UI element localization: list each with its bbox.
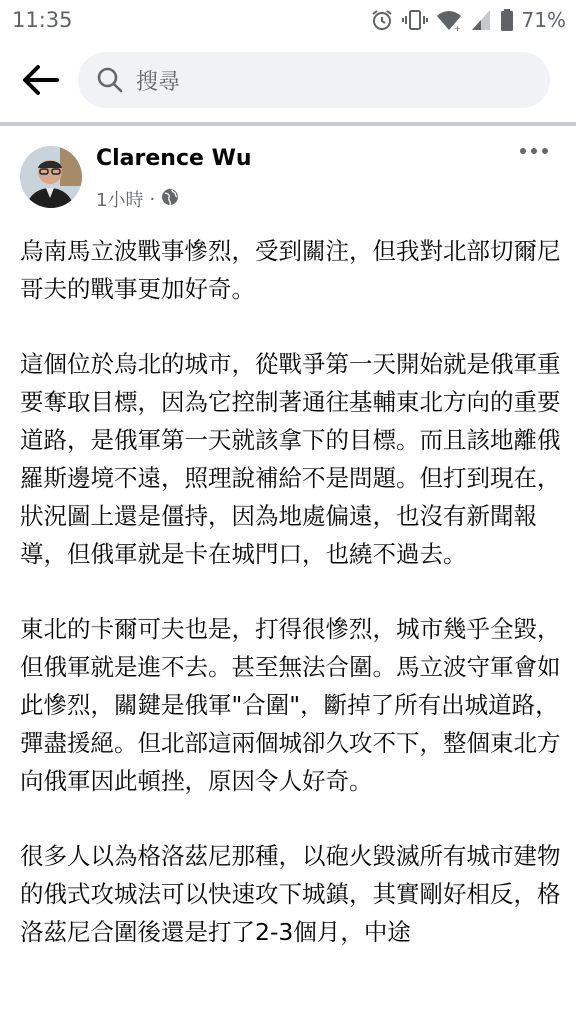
dot-icon (520, 148, 526, 154)
wifi-icon (436, 8, 462, 32)
author-name[interactable]: Clarence Wu (96, 146, 252, 171)
battery-icon (500, 8, 514, 32)
svg-text:+: + (453, 24, 461, 32)
dot-icon (531, 148, 537, 154)
battery-percent: 71% (521, 8, 566, 32)
search-icon (96, 66, 124, 94)
search-placeholder: 搜尋 (136, 69, 181, 95)
author-photo (20, 146, 82, 208)
post-paragraph: 這個位於烏北的城市，從戰爭第一天開始就是俄軍重要奪取目標，因為它控制著通往基輔東北方向的重要道路，是俄軍第一天就該拿下的目標。而且該地離俄羅斯邊境不遠，照理說補給不是問題。但打到現在，狀況圖上還是僵持，因為地處偏遠，也沒有新聞報導，但俄軍就是卡在城門口，也繞不過去。 (20, 350, 561, 568)
post-header (0, 126, 576, 226)
dot-icon (542, 148, 548, 154)
vibrate-icon (402, 8, 428, 32)
back-button[interactable] (18, 58, 62, 102)
top-bar (0, 40, 576, 124)
avatar[interactable] (20, 146, 82, 208)
post-paragraph: 烏南馬立波戰事慘烈，受到關注，但我對北部切爾尼哥夫的戰事更加好奇。 (20, 237, 561, 303)
post-time[interactable]: 1小時 (96, 190, 144, 211)
status-bar (0, 0, 576, 40)
status-time: 11:35 (12, 8, 73, 32)
post-paragraph: 東北的卡爾可夫也是，打得很慘烈，城市幾乎全毀，但俄軍就是進不去。甚至無法合圍。馬立波守軍會如此慘烈，關鍵是俄軍"合圍"，斷掉了所有出城道路，彈盡援絕。但北部這兩個城卻久攻不下，整個東北方向俄軍因此頓挫，原因令人好奇。 (20, 615, 561, 795)
globe-icon (161, 188, 179, 211)
meta-separator: · (149, 188, 156, 210)
search-input[interactable] (78, 52, 550, 108)
arrow-left-icon (21, 64, 59, 96)
post-paragraph: 很多人以為格洛茲尼那種，以砲火毀滅所有城市建物的俄式攻城法可以快速攻下城鎮，其實剛好相反，格洛茲尼合圍後還是打了2-3個月，中途 (20, 842, 561, 946)
more-options-button[interactable] (520, 148, 548, 154)
signal-icon (470, 8, 492, 32)
alarm-icon (370, 8, 394, 32)
post-meta (96, 186, 179, 212)
status-icons (370, 8, 566, 32)
post-body (20, 232, 562, 988)
